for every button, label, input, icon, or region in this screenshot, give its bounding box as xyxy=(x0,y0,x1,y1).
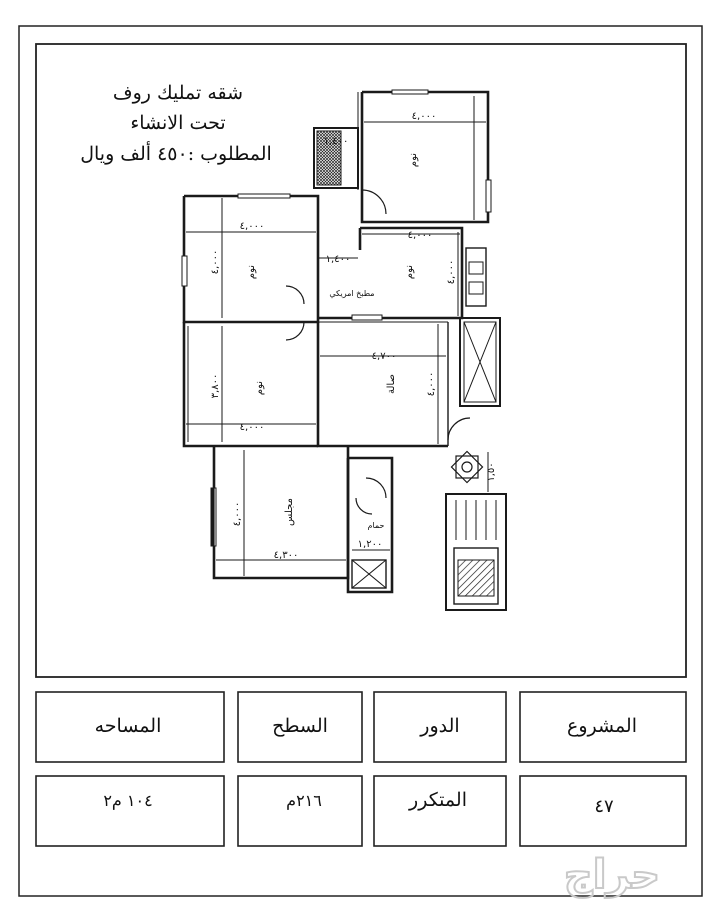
entrance-symbol xyxy=(451,451,482,482)
header-price: المطلوب :٤٥٠ ألف ويال xyxy=(80,143,272,165)
cell-project-label: المشروع xyxy=(567,715,637,737)
label-kitchen: نوم xyxy=(404,264,415,280)
room-top-bedroom xyxy=(358,90,491,222)
room-bedroom-1 xyxy=(182,194,318,322)
dim-bath: ١,٢٠٠ xyxy=(357,539,383,550)
cell-floor-label: الدور xyxy=(420,715,460,737)
dim-bed2-height: ٣,٨٠٠ xyxy=(210,373,221,399)
dim-small-space: ١,٤٠٠ xyxy=(323,136,349,147)
listing-header xyxy=(80,82,272,165)
label-hall: صالة xyxy=(386,374,397,394)
label-bed1: نوم xyxy=(246,264,257,280)
cell-roof-label: السطح xyxy=(272,715,328,737)
dim-majlis-height: ٤,٠٠٠ xyxy=(232,501,243,527)
dim-bed2-width: ٤,٠٠٠ xyxy=(239,422,265,433)
dim-kitchen-height: ٤,٠٠٠ xyxy=(446,259,457,285)
floor-plan xyxy=(182,90,506,610)
info-table-text xyxy=(95,715,637,817)
cell-floor-value-box xyxy=(374,776,506,846)
cell-roof-value: ٢١٦م xyxy=(286,791,322,810)
label-bath: حمام xyxy=(367,521,385,530)
cell-area-label: المساحه xyxy=(94,715,162,737)
cell-area-value: ١٠٤ م٢ xyxy=(103,791,153,810)
room-kitchen xyxy=(318,228,486,320)
dim-top-room-width: ٤,٠٠٠ xyxy=(411,111,437,122)
label-top-room: نوم xyxy=(408,152,419,168)
cell-project-value: ٤٧ xyxy=(594,796,614,817)
label-bed2: نوم xyxy=(254,380,265,396)
cell-roof-value-box xyxy=(238,776,362,846)
dim-bed1-width: ٤,٠٠٠ xyxy=(239,221,265,232)
dim-kitchen-width: ٤,٠٠٠ xyxy=(407,230,433,241)
dim-stair: ١,٥٠ xyxy=(486,462,497,482)
cell-floor-value: المتكرر xyxy=(409,789,467,811)
dim-bed1-height: ٤,٠٠٠ xyxy=(210,249,221,275)
cell-area-value-box xyxy=(36,776,224,846)
dim-hall-width: ٤,٧٠٠ xyxy=(371,351,397,362)
label-majlis: مجلس xyxy=(284,498,295,526)
dim-corridor: ١,٤٠٠ xyxy=(325,254,351,265)
room-hall xyxy=(318,318,500,446)
haraj-watermark: حراج xyxy=(563,852,661,898)
label-kitchen-note: مطبخ امريكي xyxy=(329,289,375,298)
header-title: شقه تمليك روف xyxy=(112,82,244,104)
header-status: تحت الانشاء xyxy=(130,112,226,134)
dim-hall-height: ٤,٠٠٠ xyxy=(426,371,437,397)
dim-majlis-width: ٤,٣٠٠ xyxy=(273,550,299,561)
stair-core xyxy=(446,494,506,610)
